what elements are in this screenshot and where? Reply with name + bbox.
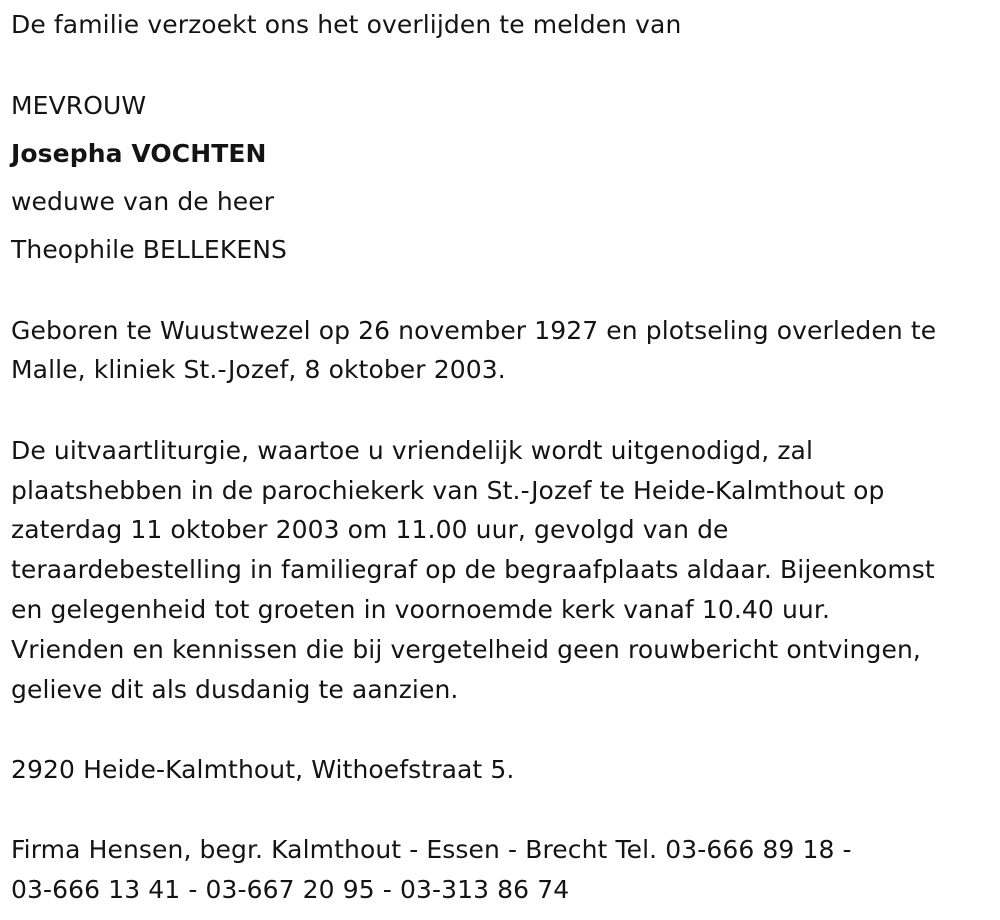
funeral-line-6: Vrienden en kennissen die bij vergetelheid geen rouwbericht ontvingen, (11, 635, 921, 664)
funeral-line-2: plaatshebben in de parochiekerk van St.-Jozef te Heide-Kalmthout op (11, 476, 885, 505)
funeral-line-5: en gelegenheid tot groeten in voornoemde kerk vanaf 10.40 uur. (11, 595, 830, 624)
funeral-line-3: zaterdag 11 oktober 2003 om 11.00 uur, gevolgd van de (11, 515, 729, 544)
undertaker-line-1: Firma Hensen, begr. Kalmthout - Essen - Brecht Tel. 03-666 89 18 - (11, 835, 852, 864)
funeral-line-1: De uitvaartliturgie, waartoe u vriendelijk wordt uitgenodigd, zal (11, 436, 814, 465)
intro-text: De familie verzoekt ons het overlijden te melden van (11, 10, 682, 39)
funeral-line-4: teraardebestelling in familiegraf op de begraafplaats aldaar. Bijeenkomst (11, 555, 935, 584)
birth-death-line-1: Geboren te Wuustwezel op 26 november 1927 en plotseling overleden te (11, 316, 937, 345)
spouse-name: Theophile BELLEKENS (11, 235, 287, 264)
address-text: 2920 Heide-Kalmthout, Withoefstraat 5. (11, 755, 515, 784)
widow-of-label: weduwe van de heer (11, 187, 275, 216)
undertaker-line-2: 03-666 13 41 - 03-667 20 95 - 03-313 86 74 (11, 875, 570, 904)
birth-death-line-2: Malle, kliniek St.-Jozef, 8 oktober 2003. (11, 355, 506, 384)
honorific-title: MEVROUW (11, 91, 147, 120)
funeral-line-7: gelieve dit als dusdanig te aanzien. (11, 675, 459, 704)
deceased-name: Josepha VOCHTEN (11, 139, 267, 168)
